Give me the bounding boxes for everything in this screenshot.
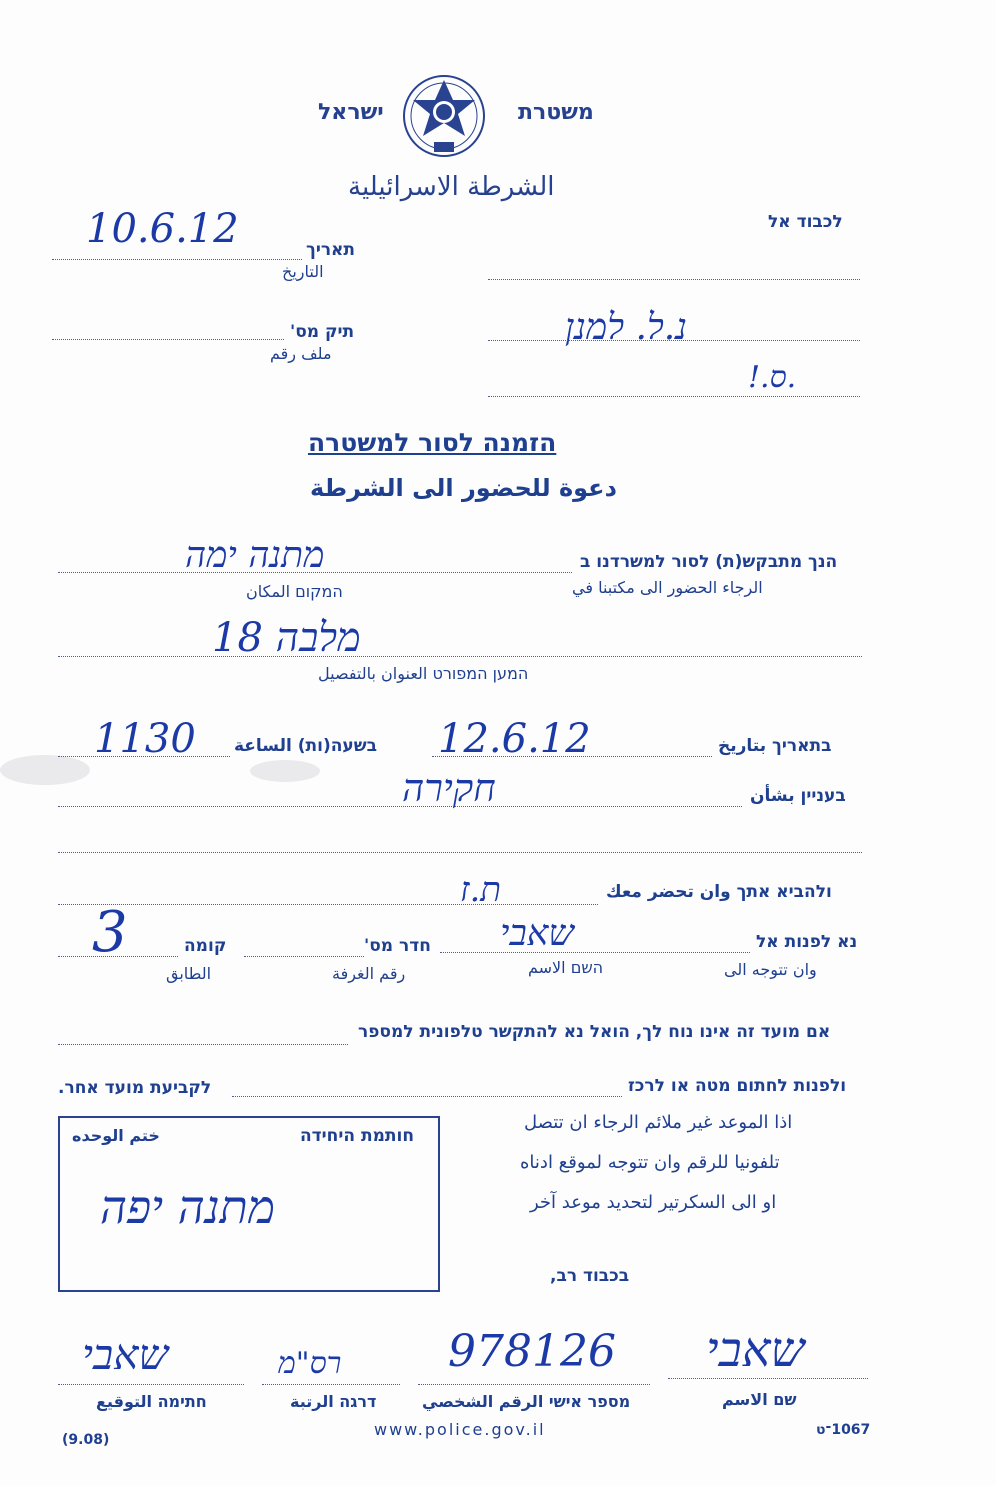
date-handwritten: 10.6.12 bbox=[86, 206, 239, 252]
contact-name-line bbox=[440, 952, 750, 953]
scan-smudge bbox=[250, 760, 320, 782]
signature-label: חתימה التوقيع bbox=[96, 1392, 207, 1411]
contact-label-he: נא לפנות אל bbox=[756, 932, 858, 952]
form-title-he: הזמנה לסור למשטרה bbox=[308, 428, 557, 457]
invite-label-he: הנך מתבקש(ת) לסור למשרדנו ב bbox=[580, 552, 838, 572]
signature-line bbox=[58, 1384, 244, 1385]
rank-label: דרגה الرتبة bbox=[290, 1392, 377, 1411]
floor-label-he: קומה bbox=[184, 936, 227, 956]
footer-website: www.police.gov.il bbox=[374, 1420, 546, 1439]
ar-note-line3: او الى السكرتير لتحديد موعد آخر bbox=[530, 1192, 777, 1213]
stamp-handwritten: מתנה יפה bbox=[100, 1180, 275, 1234]
footer-version: (9.08) bbox=[62, 1432, 110, 1448]
file-label-ar: ملف رقم bbox=[270, 344, 332, 363]
phone-note: אם מועד זה אינו נוח לך, הואל נא להתקשר טלפונית למספר bbox=[358, 1022, 831, 1042]
regarding-label: בעניין بشأن bbox=[750, 786, 846, 806]
id-line bbox=[418, 1384, 650, 1385]
date-line bbox=[52, 259, 302, 260]
place-label: המקום المكان bbox=[246, 582, 343, 601]
ar-note-line1: اذا الموعد غير ملائم الرجاء ان تتصل bbox=[524, 1112, 793, 1133]
bring-handwritten: ת.ז bbox=[460, 870, 502, 910]
footer-form-number: 1067־ט bbox=[816, 1422, 871, 1438]
regards-text: בכבוד רב, bbox=[550, 1266, 630, 1286]
address-label: המען המפורט العنوان بالتفصيل bbox=[318, 664, 529, 683]
address-line bbox=[58, 656, 862, 657]
alt-note-left: לקביעת מועד אחר. bbox=[58, 1078, 212, 1098]
alt-note-line bbox=[232, 1096, 622, 1097]
contact-name-handwritten: שאבי bbox=[500, 913, 574, 954]
recipient-line-1 bbox=[488, 340, 860, 341]
file-label-he: תיק מס' bbox=[290, 322, 355, 342]
header-org-he-left: משטרת bbox=[518, 100, 594, 125]
regarding-line-1 bbox=[58, 806, 742, 807]
signature-handwritten: שאבי bbox=[82, 1330, 169, 1379]
date-label-ar: التاريخ bbox=[282, 262, 324, 281]
room-line bbox=[244, 956, 364, 957]
bring-line bbox=[58, 904, 598, 905]
contact-label-ar: وان تتوجه الى bbox=[724, 960, 817, 979]
scan-smudge bbox=[0, 755, 90, 785]
hour-handwritten: 1130 bbox=[94, 716, 196, 762]
on-date-line bbox=[432, 756, 712, 757]
file-line bbox=[52, 339, 284, 340]
regarding-handwritten: חקירה bbox=[402, 766, 496, 810]
recipient-handwritten-line2: !.ס. bbox=[748, 360, 797, 395]
on-date-handwritten: 12.6.12 bbox=[438, 716, 591, 762]
header-org-ar: الشرطة الاسرائيلية bbox=[348, 172, 555, 202]
form-title-ar: دعوة للحضور الى الشرطة bbox=[310, 474, 617, 502]
room-label-ar: رقم الغرفة bbox=[332, 964, 406, 983]
officer-name-label: שם الاسم bbox=[722, 1390, 797, 1409]
phone-line bbox=[58, 1044, 348, 1045]
recipient-line-2 bbox=[488, 396, 860, 397]
id-label: מספר אישי الرقم الشخصي bbox=[422, 1392, 631, 1411]
floor-handwritten: 3 bbox=[92, 900, 128, 965]
stamp-label-ar: ختم الوحده bbox=[72, 1126, 160, 1145]
header-org-he-right: ישראל bbox=[318, 100, 384, 125]
rank-handwritten: רס"מ bbox=[278, 1346, 342, 1381]
on-date-label: בתאריך بتاريخ bbox=[718, 736, 832, 756]
police-emblem-icon bbox=[398, 70, 490, 162]
bring-label: ולהביא אתך وان تحضر معك bbox=[606, 882, 832, 902]
unit-stamp-box bbox=[58, 1116, 440, 1292]
alt-note-right: ולפנות לחתום מטה או לרכז bbox=[628, 1076, 847, 1096]
ar-note-line2: تلفونيا للرقم وان تتوجه لموقع ادناه bbox=[520, 1152, 780, 1173]
officer-name-line bbox=[668, 1378, 868, 1379]
hour-line bbox=[58, 756, 230, 757]
contact-name-label: השם الاسم bbox=[528, 958, 604, 977]
floor-label-ar: الطابق bbox=[166, 964, 212, 983]
place-handwritten: מתנה ימה bbox=[185, 535, 325, 576]
recipient-name-handwritten: נ.ל. למנן bbox=[565, 307, 687, 348]
invite-label-ar: الرجاء الحضور الى مكتبنا في bbox=[572, 578, 763, 597]
officer-name-handwritten: שאבי bbox=[706, 1322, 805, 1378]
regarding-line-2 bbox=[58, 852, 862, 853]
date-label-he: תאריך bbox=[306, 240, 356, 260]
stamp-label-he: חותמת היחידה bbox=[300, 1126, 415, 1146]
place-line bbox=[58, 572, 572, 573]
rank-line bbox=[262, 1384, 400, 1385]
id-handwritten: 978126 bbox=[448, 1326, 616, 1377]
floor-line bbox=[58, 956, 178, 957]
hour-label: בשעה(ות) الساعة bbox=[234, 736, 377, 756]
room-label-he: חדר מס' bbox=[364, 936, 431, 956]
address-handwritten: 18 מלבה bbox=[212, 615, 361, 661]
to-line bbox=[488, 279, 860, 280]
to-label: לכבוד אל bbox=[768, 212, 843, 232]
